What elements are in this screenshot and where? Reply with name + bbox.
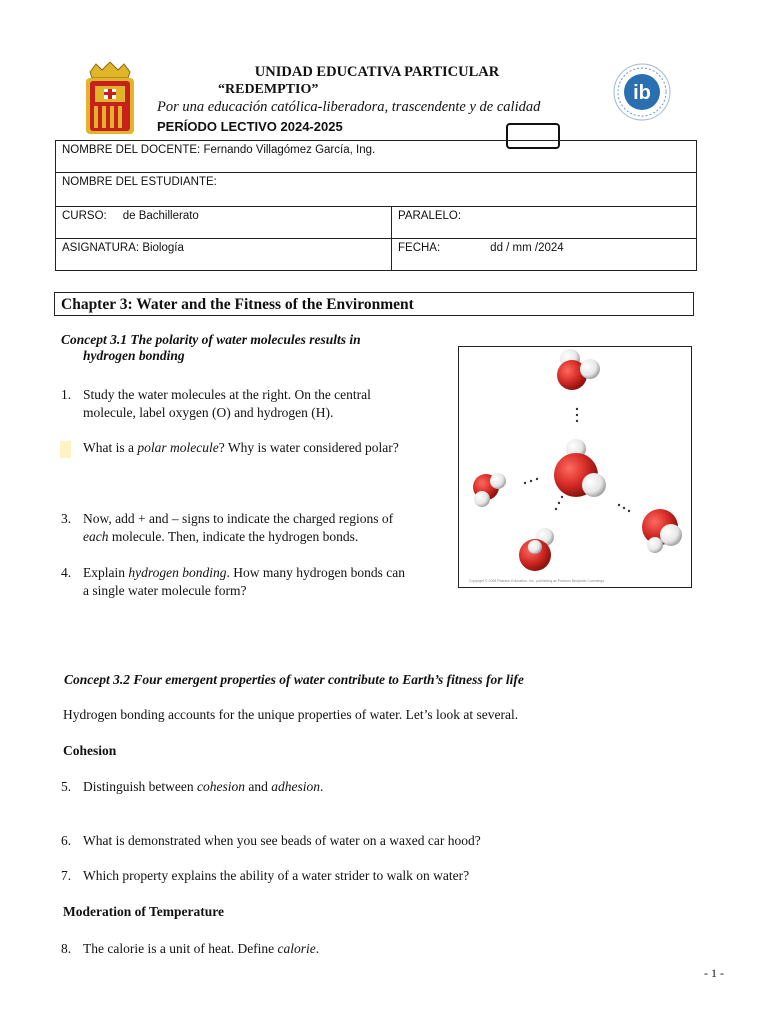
question-text: molecule, label oxygen (O) and hydrogen (H). <box>83 405 334 420</box>
concept-3-1-line1: Concept 3.1 The polarity of water molecules results in <box>61 332 361 347</box>
subject-label: ASIGNATURA: <box>62 242 140 254</box>
question-number: 4. <box>61 565 72 580</box>
parallel-cell[interactable] <box>392 207 697 239</box>
question-number: 5. <box>61 779 72 794</box>
question-1 <box>61 386 456 422</box>
question-text: What is demonstrated when you see beads of water on a waxed car hood? <box>83 833 481 848</box>
question-3 <box>61 510 456 546</box>
question-text: a single water molecule form? <box>83 583 247 598</box>
course-cell[interactable] <box>56 207 392 239</box>
question-text: Explain hydrogen bonding. How many hydrogen bonds can <box>83 565 405 580</box>
question-text: each molecule. Then, indicate the hydrogen bonds. <box>83 529 359 544</box>
question-text: Now, add + and – signs to indicate the charged regions of <box>83 511 394 526</box>
course-value: de Bachillerato <box>122 210 199 222</box>
date-cell[interactable] <box>392 239 697 271</box>
question-text: The calorie is a unit of heat. Define calorie. <box>83 941 320 953</box>
question-2 <box>61 439 456 457</box>
question-number: 6. <box>61 833 72 848</box>
water-molecule-right <box>642 509 682 553</box>
figure-copyright: Copyright © 2008 Pearson Education, Inc., publishing as Pearson Benjamin Cummings <box>469 579 605 583</box>
chapter-title: Chapter 3: Water and the Fitness of the Environment <box>54 292 694 316</box>
question-8 <box>61 940 661 953</box>
teacher-cell[interactable] <box>56 141 697 173</box>
water-molecules-figure <box>458 346 692 588</box>
teacher-label: NOMBRE DEL DOCENTE: <box>62 144 201 156</box>
water-molecule-left <box>473 473 506 507</box>
course-row <box>56 207 697 239</box>
parallel-label: PARALELO: <box>398 210 462 222</box>
student-row <box>56 173 697 207</box>
school-name: UNIDAD EDUCATIVA PARTICULAR <box>254 64 500 80</box>
date-label: FECHA: <box>398 242 441 254</box>
teacher-value: Fernando Villagómez García, Ing. <box>203 144 376 156</box>
water-molecule-bottom <box>519 528 554 571</box>
concept-3-2-title: Concept 3.2 Four emergent properties of water contribute to Earth’s fitness for life <box>64 672 524 687</box>
concept-3-1-title <box>61 332 451 364</box>
question-text: Study the water molecules at the right. On the central <box>83 387 371 402</box>
question-5 <box>61 778 661 796</box>
water-molecules-illustration <box>459 347 691 587</box>
question-number: 7. <box>61 868 72 883</box>
course-label: CURSO: <box>62 210 107 222</box>
question-number: 3. <box>61 511 72 526</box>
page-number: - 1 - <box>704 966 724 980</box>
question-text: Which property explains the ability of a water strider to walk on water? <box>83 868 470 883</box>
subject-row <box>56 239 697 271</box>
water-molecule-top <box>557 349 600 390</box>
info-table <box>55 140 697 271</box>
question-text: What is a polar molecule? Why is water considered polar? <box>83 440 399 455</box>
question-6 <box>61 832 661 850</box>
concept-3-2-intro: Hydrogen bonding accounts for the unique properties of water. Let’s look at several. <box>63 707 519 722</box>
question-number: 1. <box>61 387 72 402</box>
water-molecule-central[interactable] <box>554 439 606 497</box>
subject-value: Biología <box>142 242 184 254</box>
student-cell[interactable] <box>56 173 697 207</box>
school-period: PERÍODO LECTIVO 2024-2025 <box>157 119 343 134</box>
question-4 <box>61 564 456 600</box>
cohesion-heading: Cohesion <box>63 743 117 758</box>
svg-text:ib: ib <box>633 82 651 104</box>
question-number: 8. <box>61 941 72 953</box>
school-subname: “REDEMPTIO” <box>218 82 319 97</box>
question-text: Distinguish between cohesion and adhesion. <box>83 779 324 794</box>
concept-3-1-line2: hydrogen bonding <box>83 348 185 363</box>
teacher-row <box>56 141 697 173</box>
student-label: NOMBRE DEL ESTUDIANTE: <box>62 176 217 188</box>
temperature-heading: Moderation of Temperature <box>63 904 224 919</box>
question-7 <box>61 867 661 885</box>
subject-cell[interactable] <box>56 239 392 271</box>
school-motto: Por una educación católica-liberadora, trascendente y de calidad <box>157 99 541 115</box>
date-value: dd / mm /2024 <box>490 242 564 254</box>
